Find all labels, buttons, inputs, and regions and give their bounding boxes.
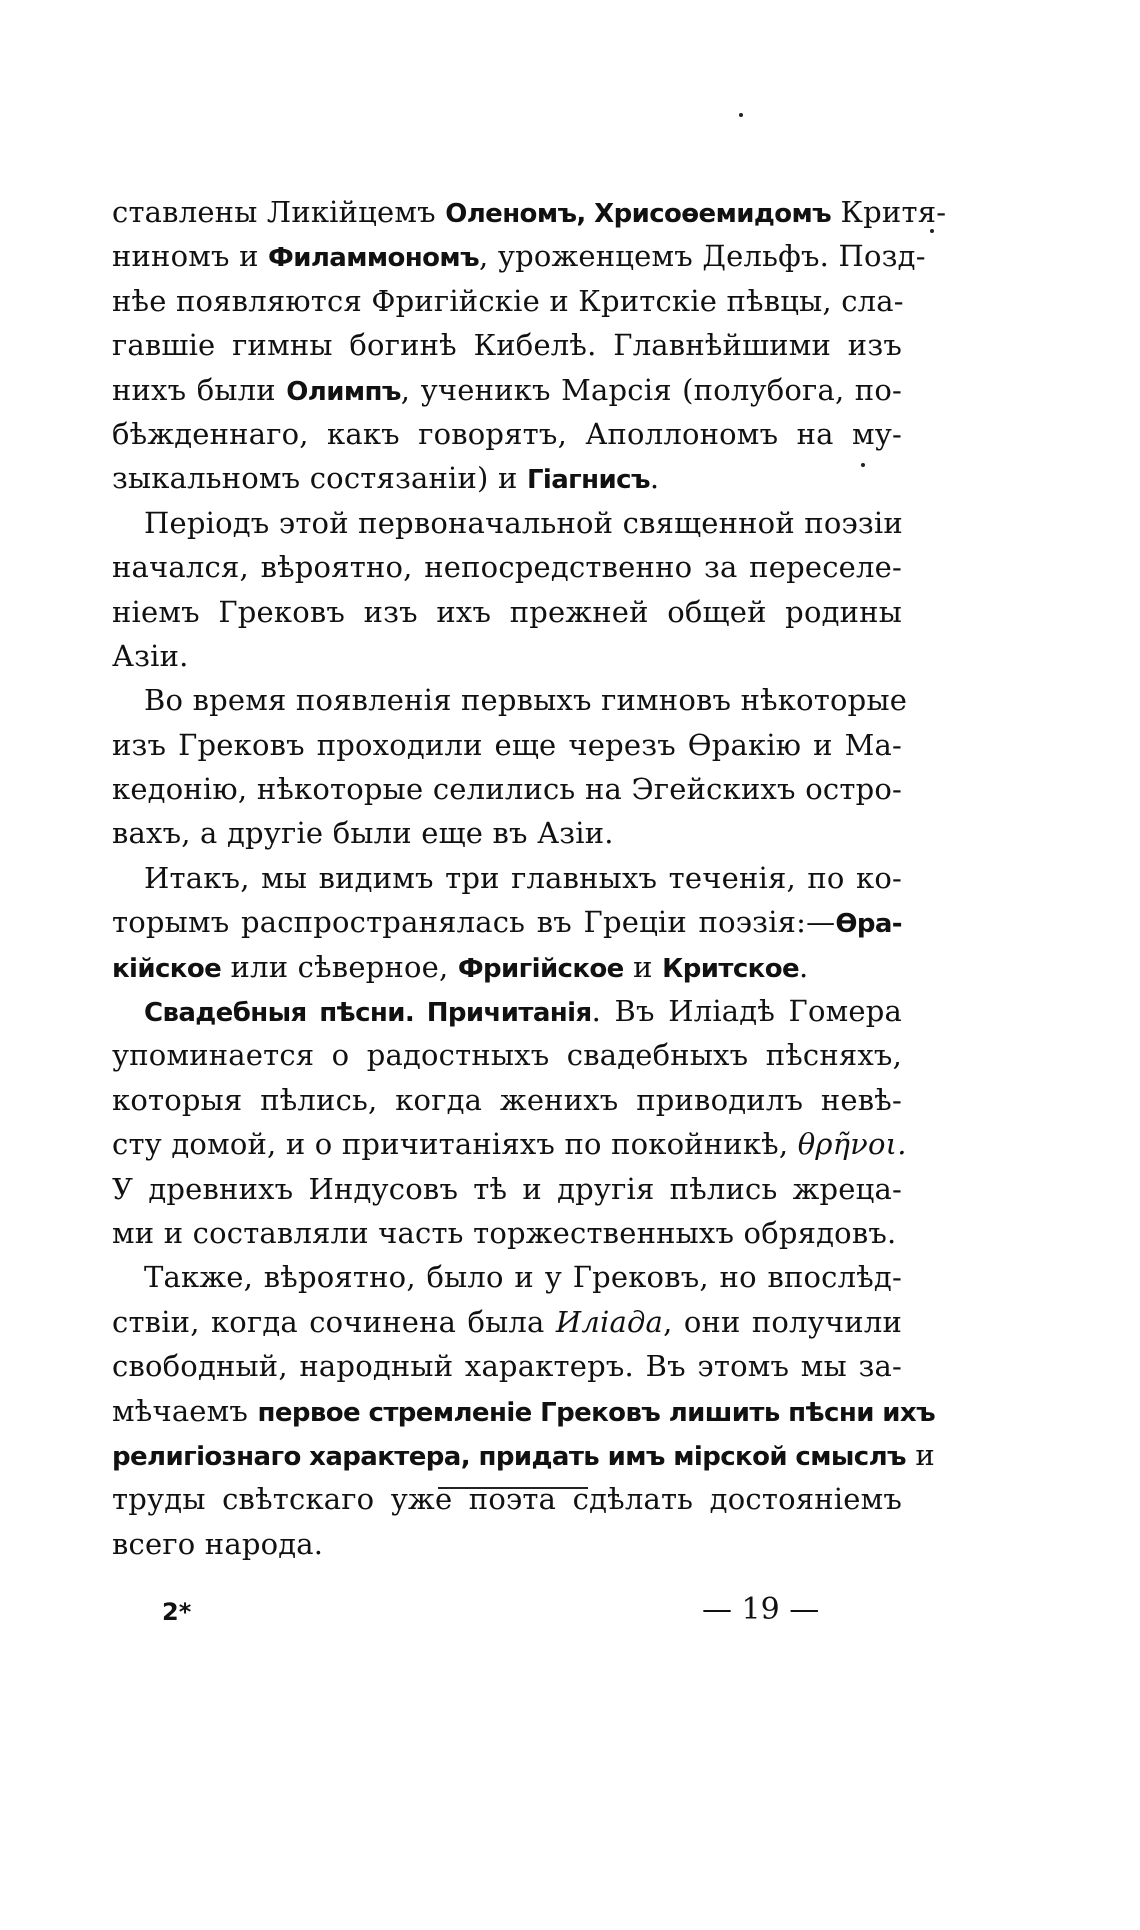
text-line bbox=[112, 767, 902, 811]
text-run: изъ Грековъ проходили еще черезъ Ѳракію и Ма- bbox=[112, 727, 902, 762]
bold-term: Фригійское bbox=[457, 953, 624, 984]
text-run: ствіи, когда сочинена была bbox=[112, 1304, 556, 1339]
text-line bbox=[112, 456, 902, 500]
text-run: сту домой, и о причитаніяхъ по покойникѣ, bbox=[112, 1127, 798, 1162]
text-run: ніемъ Грековъ изъ ихъ прежней общей родины bbox=[112, 594, 902, 629]
text-line bbox=[112, 723, 902, 767]
text-run: зыкальномъ состязаніи) и bbox=[112, 461, 527, 496]
text-line bbox=[112, 989, 902, 1033]
text-line bbox=[112, 368, 902, 412]
text-line bbox=[112, 1344, 902, 1388]
text-run: Азіи. bbox=[112, 638, 189, 673]
text-run: и bbox=[905, 1437, 935, 1472]
text-run: гавшіе гимны богинѣ Кибелѣ. Главнѣйшими изъ bbox=[112, 328, 902, 363]
stray-dot bbox=[930, 229, 934, 233]
text-line bbox=[112, 1255, 902, 1299]
page-number: — 19 — bbox=[702, 1592, 820, 1627]
text-line bbox=[112, 1300, 902, 1344]
text-line bbox=[112, 1033, 902, 1077]
text-run: или сѣверное, bbox=[221, 949, 458, 984]
text-line bbox=[112, 634, 902, 678]
text-run: упоминается о радостныхъ свадебныхъ пѣсняхъ, bbox=[112, 1038, 902, 1073]
text-line bbox=[112, 1078, 902, 1122]
bold-emphasis: первое стремленіе Грековъ лишить пѣсни ихъ bbox=[257, 1397, 936, 1428]
text-line bbox=[112, 678, 908, 722]
bold-emphasis: религіознаго характера, придать имъ мірской смыслъ bbox=[112, 1441, 906, 1472]
text-run: мѣчаемъ bbox=[112, 1393, 258, 1428]
bold-name: Олимпъ bbox=[286, 376, 401, 407]
text-run: Періодъ этой первоначальной священной поэзіи bbox=[144, 505, 903, 540]
text-run: Также, вѣроятно, было и у Грековъ, но впослѣд- bbox=[144, 1260, 902, 1295]
text-run: свободный, народный характеръ. Въ этомъ мы за- bbox=[112, 1349, 902, 1384]
text-run: всего народа. bbox=[112, 1526, 324, 1561]
bold-name: Оленомъ, Хрисоѳемидомъ bbox=[445, 199, 832, 229]
text-line bbox=[112, 945, 902, 989]
signature-mark: 2* bbox=[162, 1598, 192, 1626]
text-run: ниномъ и bbox=[112, 239, 269, 274]
text-run: . bbox=[649, 461, 660, 496]
text-line bbox=[112, 590, 902, 634]
bold-name: Филаммономъ bbox=[268, 243, 480, 274]
text-run: которыя пѣлись, когда женихъ приводилъ невѣ- bbox=[112, 1082, 902, 1117]
text-run: . bbox=[799, 949, 809, 984]
section-divider bbox=[438, 1487, 588, 1489]
text-line bbox=[112, 412, 902, 456]
text-run: Итакъ, мы видимъ три главныхъ теченія, по ко- bbox=[144, 860, 902, 895]
text-run: , ученикъ Марсія (полубога, по- bbox=[400, 372, 902, 407]
text-line bbox=[112, 190, 947, 234]
text-run: бѣжденнаго, какъ говорятъ, Аполлономъ на му- bbox=[112, 416, 902, 451]
text-line bbox=[112, 900, 902, 944]
text-run: ми и составляли часть торжественныхъ обрядовъ. bbox=[112, 1215, 897, 1250]
text-run: , уроженцемъ Дельфъ. Позд- bbox=[479, 239, 926, 274]
text-line bbox=[112, 323, 902, 367]
greek-word: θρῆνοι. bbox=[797, 1127, 907, 1162]
text-run: У древнихъ Индусовъ тѣ и другія пѣлись жреца- bbox=[112, 1171, 902, 1206]
text-run: торымъ распространялась въ Греціи поэзія:— bbox=[112, 905, 836, 940]
text-run: и bbox=[623, 949, 663, 984]
section-heading: Свадебныя пѣсни. Причитанія bbox=[144, 998, 592, 1029]
text-line bbox=[112, 1389, 936, 1433]
text-line bbox=[112, 1122, 907, 1166]
body-text bbox=[112, 190, 947, 1566]
text-run: кедонію, нѣкоторые селились на Эгейскихъ остро- bbox=[112, 772, 902, 807]
stray-dot bbox=[739, 113, 743, 117]
bold-term: Критское bbox=[662, 953, 799, 984]
text-line bbox=[112, 1522, 902, 1566]
text-run: нѣе появляются Фригійскіе и Критскіе пѣвцы, сла- bbox=[112, 283, 904, 318]
text-run: труды свѣтскаго уже поэта сдѣлать достояніемъ bbox=[112, 1482, 902, 1517]
text-line bbox=[112, 856, 902, 900]
text-line bbox=[112, 1167, 902, 1211]
text-run: нихъ были bbox=[112, 372, 287, 407]
text-run: Во время появленія первыхъ гимновъ нѣкоторые bbox=[144, 683, 908, 718]
text-run: начался, вѣроятно, непосредственно за переселе- bbox=[112, 550, 902, 585]
text-line bbox=[112, 234, 926, 278]
bold-term: Ѳра- bbox=[835, 909, 902, 940]
italic-title: Иліада bbox=[555, 1304, 664, 1339]
text-line bbox=[112, 1433, 935, 1477]
bold-term: кійское bbox=[112, 953, 222, 984]
text-run: ставлены Ликійцемъ bbox=[112, 195, 446, 229]
text-run: . Въ Иліадѣ Гомера bbox=[591, 994, 902, 1029]
text-line bbox=[112, 545, 902, 589]
text-run: вахъ, а другіе были еще въ Азіи. bbox=[112, 816, 614, 851]
text-line bbox=[112, 1211, 902, 1255]
text-line bbox=[112, 1477, 902, 1521]
text-line bbox=[112, 811, 902, 855]
text-run: Критя- bbox=[831, 195, 947, 229]
text-line bbox=[112, 279, 902, 323]
bold-name: Гіагнисъ bbox=[526, 465, 650, 496]
text-run: , они получили bbox=[663, 1304, 902, 1339]
text-line bbox=[112, 501, 902, 545]
